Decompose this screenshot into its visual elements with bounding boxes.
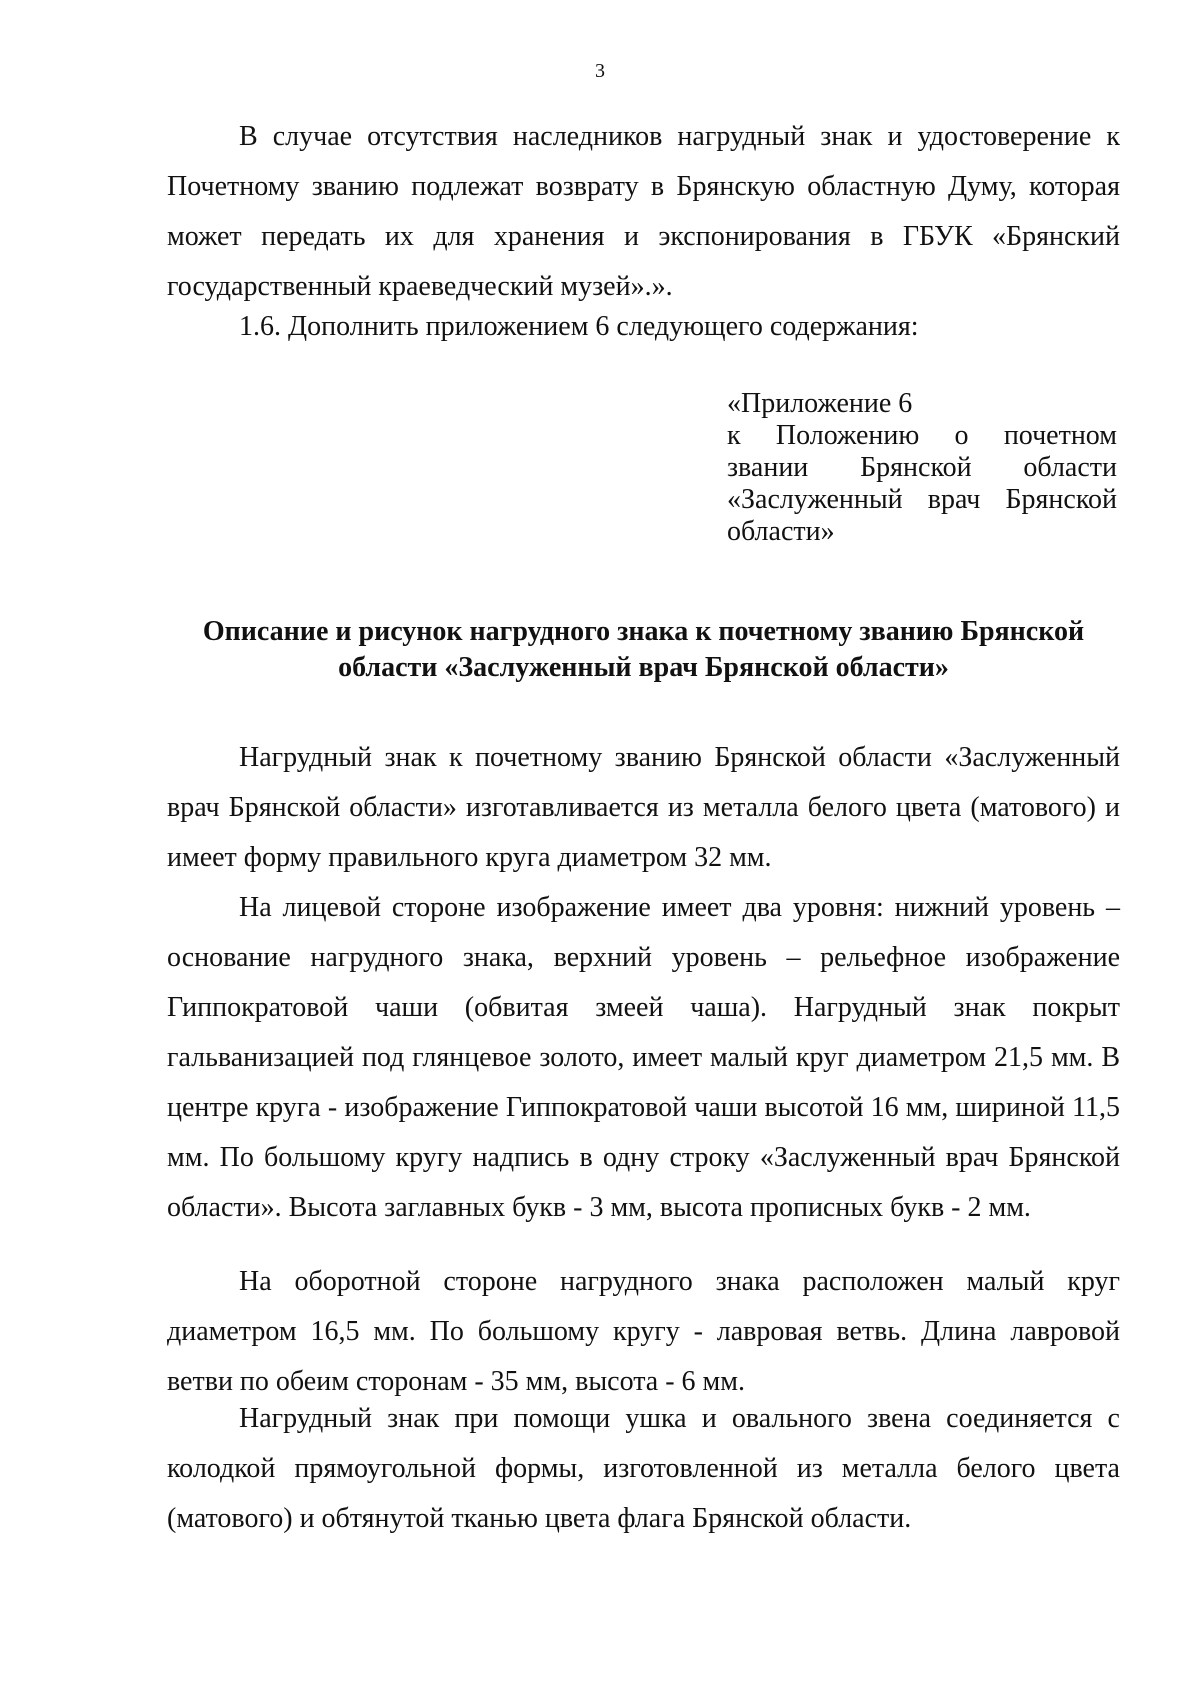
- page-number: 3: [595, 60, 605, 82]
- paragraph-heirs-return: В случае отсутствия наследников нагрудный знак и удостоверение к Почетному званию подлежат возврату в Брянскую областную Думу, которая может передать их для хранения и экспонирования в ГБУК «Брянский государственный краеведческий музей».».: [167, 121, 1120, 302]
- appendix-line: к Положению о почетном: [727, 420, 1117, 451]
- heading-line: области «Заслуженный врач Брянской области»: [338, 652, 949, 683]
- appendix-line: «Заслуженный врач Брянской: [727, 484, 1117, 515]
- paragraph-attachment: Нагрудный знак при помощи ушка и овального звена соединяется с колодкой прямоугольной формы, изготовленной из металла белого цвета (матового) и обтянутой тканью цвета флага Брянской области.: [167, 1403, 1120, 1534]
- appendix-reference: [727, 388, 1117, 548]
- paragraph-front-side: На лицевой стороне изображение имеет два уровня: нижний уровень – основание нагрудного знака, верхний уровень – рельефное изображение Гиппократовой чаши (обвитая змеей чаша). Нагрудный знак покрыт гальванизацией под глянцевое золото, имеет малый круг диаметром 21,5 мм. В центре круга - изображение Гиппократовой чаши высотой 16 мм, шириной 11,5 мм. По большому кругу надпись в одну строку «Заслуженный врач Брянской области». Высота заглавных букв - 3 мм, высота прописных букв - 2 мм.: [167, 892, 1120, 1223]
- section-heading: [167, 614, 1120, 686]
- appendix-line: области»: [727, 516, 835, 547]
- paragraph-badge-material: Нагрудный знак к почетному званию Брянской области «Заслуженный врач Брянской области» изготавливается из металла белого цвета (матового) и имеет форму правильного круга диаметром 32 мм.: [167, 742, 1120, 873]
- appendix-line: звании Брянской области: [727, 452, 1117, 483]
- paragraph-amendment: 1.6. Дополнить приложением 6 следующего содержания:: [239, 311, 919, 342]
- paragraph-back-side: На оборотной стороне нагрудного знака расположен малый круг диаметром 16,5 мм. По большому кругу - лавровая ветвь. Длина лавровой ветви по обеим сторонам - 35 мм, высота - 6 мм.: [167, 1266, 1120, 1397]
- heading-line: Описание и рисунок нагрудного знака к почетному званию Брянской: [202, 616, 1085, 647]
- appendix-line: «Приложение 6: [727, 388, 913, 419]
